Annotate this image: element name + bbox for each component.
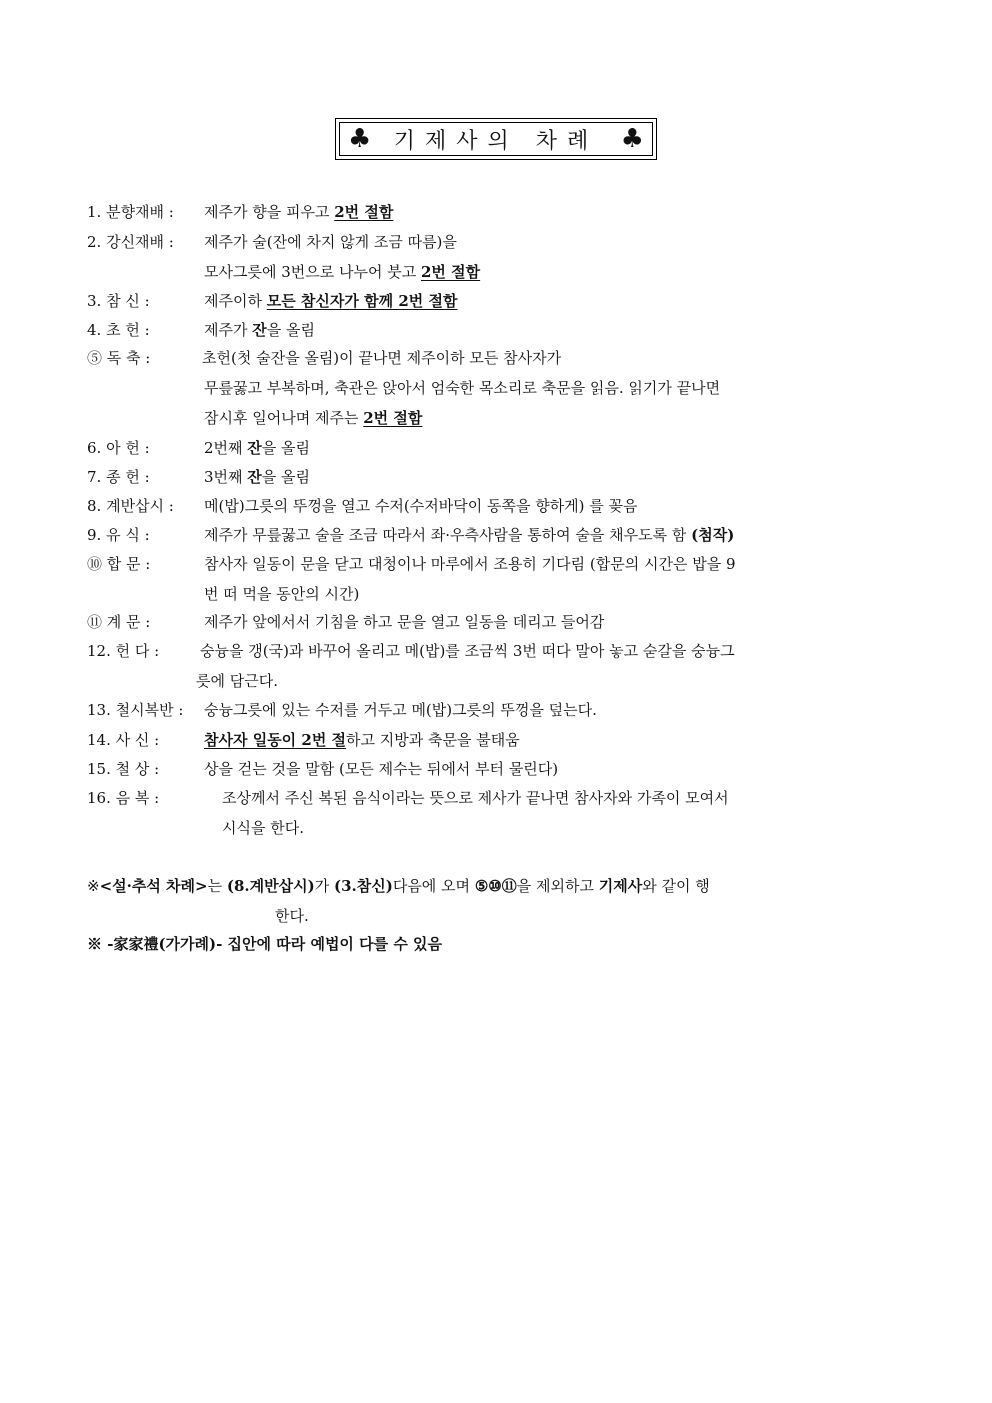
step-label: 12. 헌 다 : [87, 642, 160, 660]
step-description-line [222, 788, 729, 808]
emphasis-bold: 잔 [247, 468, 262, 486]
emphasis-bold: 기제사 [598, 877, 643, 895]
text-segment: 는 [207, 877, 227, 895]
step-description-line [204, 730, 520, 750]
note-line [275, 906, 309, 926]
step-label: 3. 참 신 : [87, 292, 150, 310]
emphasis-underlined: 2번 절함 [421, 263, 481, 281]
text-segment: 2번째 [204, 439, 248, 457]
step-label: 8. 계반삽시 : [87, 497, 174, 515]
text-segment: 릇에 담근다. [196, 672, 278, 690]
step-label: 1. 분향재배 : [87, 203, 174, 221]
step-description-line [204, 584, 359, 604]
text-segment: ※ [87, 877, 100, 895]
text-segment: 을 올림 [261, 439, 311, 457]
text-segment: 다음에 오며 [392, 877, 475, 895]
emphasis-underlined: 2번 절함 [363, 409, 423, 427]
text-segment: 제주이하 [204, 292, 267, 310]
step-description-line [204, 202, 393, 222]
note-line [87, 876, 710, 896]
emphasis-bold: (3.참신) [333, 877, 393, 895]
text-segment: 메(밥)그릇의 뚜껑을 열고 수저(수저바닥이 동쪽을 향하게) 를 꽂음 [204, 497, 638, 515]
text-segment: 초헌(첫 술잔을 올림)이 끝나면 제주이하 모든 참사자가 [202, 349, 562, 367]
text-segment: 하고 지방과 축문을 불태움 [346, 731, 520, 749]
step-label: ⑤ 독 축 : [87, 349, 151, 367]
title-box [335, 118, 657, 160]
step-description-line [204, 378, 720, 398]
emphasis-bold: (8.계반삽시) [226, 877, 315, 895]
emphasis-bold: ※ -家家禮(가가례)- 집안에 따라 예법이 다를 수 있음 [87, 935, 443, 953]
emphasis-bold: 잔 [252, 321, 267, 339]
title-inner-border [339, 122, 653, 156]
text-segment: 제주가 술(잔에 차지 않게 조금 따름)을 [204, 233, 457, 251]
text-segment: 을 올림 [261, 468, 311, 486]
step-description-line [204, 554, 736, 574]
emphasis-underlined: 모든 참신자가 함께 2번 절함 [266, 292, 458, 310]
step-label: 4. 초 헌 : [87, 321, 150, 339]
step-description-line [204, 525, 734, 545]
step-description-line [204, 438, 310, 458]
step-description-line [196, 671, 278, 691]
text-segment: 제주가 향을 피우고 [204, 203, 335, 221]
step-label: 2. 강신재배 : [87, 233, 174, 251]
page-title: 기제사의 차례 [393, 128, 599, 154]
text-segment: 조상께서 주신 복된 음식이라는 뜻으로 제사가 끝나면 참사자와 가족이 모여서 [222, 789, 729, 807]
step-label: 14. 사 신 : [87, 731, 160, 749]
text-segment: 한다. [275, 907, 309, 925]
step-description-line [204, 408, 422, 428]
emphasis-bold: ⑤⑩⑪ [474, 877, 517, 895]
text-segment: 참사자 일동이 문을 닫고 대청이나 마루에서 조용히 기다림 (합문의 시간은 밥을 9 [204, 555, 736, 573]
step-description-line [204, 320, 315, 340]
step-description-line [204, 291, 457, 311]
emphasis-underlined: 참사자 일동이 2번 절 [204, 731, 347, 749]
step-description-line [204, 496, 638, 516]
step-description-line [204, 232, 457, 252]
text-segment: 3번째 [204, 468, 248, 486]
step-description-line [204, 262, 480, 282]
step-label: 15. 철 상 : [87, 760, 160, 778]
step-description-line [204, 612, 604, 632]
text-segment: 무릎꿇고 부복하며, 축관은 앉아서 엄숙한 목소리로 축문을 읽음. 읽기가 끝나면 [204, 379, 721, 397]
text-segment: 잠시후 일어나며 제주는 [204, 409, 364, 427]
step-label: 13. 철시복반 : [87, 701, 184, 719]
step-description-line [204, 467, 310, 487]
step-label: ⑩ 합 문 : [87, 555, 151, 573]
text-segment: 시식을 한다. [222, 819, 304, 837]
text-segment: 모사그릇에 3번으로 나누어 붓고 [204, 263, 421, 281]
emphasis-bold: 잔 [247, 439, 262, 457]
step-description-line [202, 348, 561, 368]
text-segment: 번 떠 먹을 동안의 시간) [204, 585, 360, 603]
step-description-line [200, 641, 735, 661]
text-segment: 을 올림 [266, 321, 315, 339]
text-segment: 가 [314, 877, 334, 895]
step-description-line [204, 759, 558, 779]
text-segment: 와 같이 행 [642, 877, 710, 895]
text-segment: 제주가 앞에서서 기침을 하고 문을 열고 일동을 데리고 들어감 [204, 613, 605, 631]
step-description-line [204, 700, 597, 720]
text-segment: 제주가 [204, 321, 253, 339]
emphasis-underlined: 2번 절함 [334, 203, 394, 221]
step-label: 9. 유 식 : [87, 526, 150, 544]
step-label: 16. 음 복 : [87, 789, 160, 807]
text-segment: 을 제외하고 [516, 877, 599, 895]
step-label: ⑪ 계 문 : [87, 613, 151, 631]
text-segment: 숭늉을 갱(국)과 바꾸어 올리고 메(밥)를 조금씩 3번 떠다 말아 놓고 숟갈을 숭늉그 [200, 642, 735, 660]
text-segment: 상을 걷는 것을 말함 (모든 제수는 뒤에서 부터 물린다) [204, 760, 559, 778]
club-icon: ♣ [348, 124, 372, 154]
emphasis-bold: <설·추석 차례> [99, 877, 208, 895]
step-label: 7. 종 헌 : [87, 468, 150, 486]
note-line [87, 934, 442, 954]
text-segment: 숭늉그릇에 있는 수저를 거두고 메(밥)그릇의 뚜껑을 덮는다. [204, 701, 597, 719]
step-label: 6. 아 헌 : [87, 439, 150, 457]
emphasis-bold: (첨작) [691, 526, 735, 544]
step-description-line [222, 818, 304, 838]
text-segment: 제주가 무릎꿇고 술을 조금 따라서 좌·우측사람을 통하여 술을 채우도록 함 [204, 526, 692, 544]
club-icon: ♣ [620, 124, 644, 154]
